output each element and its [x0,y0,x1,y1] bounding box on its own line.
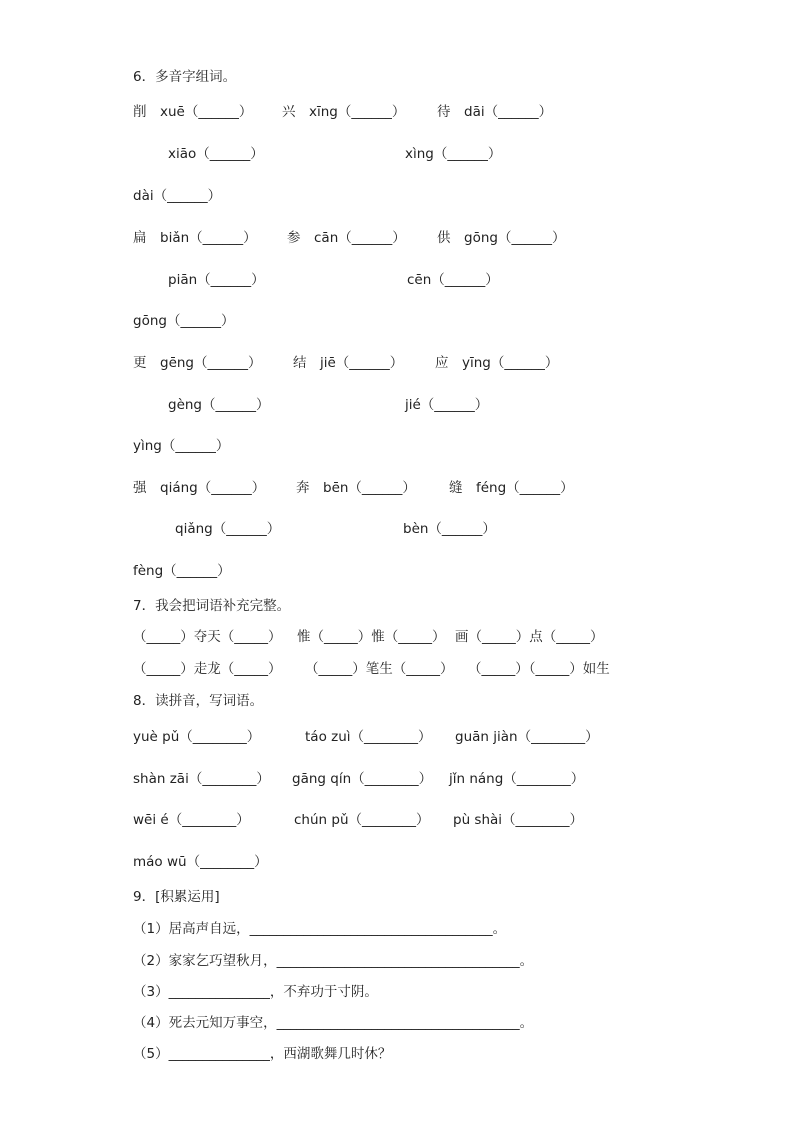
q6-item-pian: piān（______） [168,272,265,288]
q6-item-jie1: 结 jiē（______） [293,355,404,371]
q8-item-jinnang: jǐn náng（________） [449,771,585,787]
q6-item-ying1: 应 yīng（______） [435,355,559,371]
q6-item-qiang3: qiǎng（______） [175,521,281,537]
q8-item-shanzai: shàn zāi（________） [133,771,270,787]
q6-item-jie2: jié（______） [405,397,489,413]
q6-item-gong1: 供 gōng（______） [437,230,566,246]
q6-item-geng4: gèng（______） [168,397,270,413]
q7-phrase-1: （_____）夺天（_____） [133,629,282,645]
q6-item-ben1: 奔 bēn（______） [296,480,416,496]
q8-item-gangqin: gāng qín（________） [292,771,433,787]
q6-item-geng1: 更 gēng（______） [133,355,262,371]
q6-item-ben4: bèn（______） [403,521,496,537]
q8-item-yuepu: yuè pǔ（________） [133,729,261,745]
q8-item-chunpu: chún pǔ（________） [294,812,430,828]
q6-item-xing4: xìng（______） [405,146,502,162]
q6-item-feng2: 缝 féng（______） [449,480,574,496]
q6-item-cen: cēn（______） [407,272,499,288]
q8-item-guanjian: guān jiàn（________） [455,729,599,745]
q9-item-4: （4）死去元知万事空，____________________________________。 [133,1015,534,1031]
q7-phrase-6: （_____）（_____）如生 [468,661,610,677]
q7-phrase-5: （_____）笔生（_____） [305,661,454,677]
q6-item-feng4: fèng（______） [133,563,231,579]
q6-item-bian: 扁 biǎn（______） [133,230,257,246]
q6-item-dai4: dài（______） [133,188,222,204]
q9-item-5: （5）_______________，西湖歌舞几时休？ [133,1046,392,1062]
q9-item-3: （3）_______________，不弃功于寸阴。 [133,984,378,1000]
q6-item-gong-alt: gōng（______） [133,313,235,329]
q7-phrase-2: 惟（_____）惟（_____） [297,629,446,645]
q9-title: 9．[积累运用] [133,889,220,905]
q8-item-taozui: táo zuì（________） [305,729,432,745]
q7-phrase-4: （_____）走龙（_____） [133,661,282,677]
q8-item-pushai: pù shài（________） [453,812,584,828]
q8-title: 8．读拼音，写词语。 [133,693,264,709]
q6-item-dai: 待 dāi（______） [437,104,553,120]
q6-title: 6．多音字组词。 [133,69,237,85]
q6-item-xing: 兴 xīng（______） [282,104,406,120]
q7-title: 7．我会把词语补充完整。 [133,598,291,614]
q6-item-ying4: yìng（______） [133,438,230,454]
q9-item-1: （1）居高声自远，____________________________________。 [133,921,507,937]
q6-item-xue: 削 xuē（______） [133,104,253,120]
q9-item-2: （2）家家乞巧望秋月，____________________________________。 [133,953,534,969]
q8-item-weie: wēi é（________） [133,812,250,828]
q8-item-maowu: máo wū（________） [133,854,268,870]
q6-item-qiang2: 强 qiáng（______） [133,480,266,496]
q6-item-can: 参 cān（______） [287,230,406,246]
q7-phrase-3: 画（_____）点（_____） [455,629,604,645]
q6-item-xiao: xiāo（______） [168,146,264,162]
